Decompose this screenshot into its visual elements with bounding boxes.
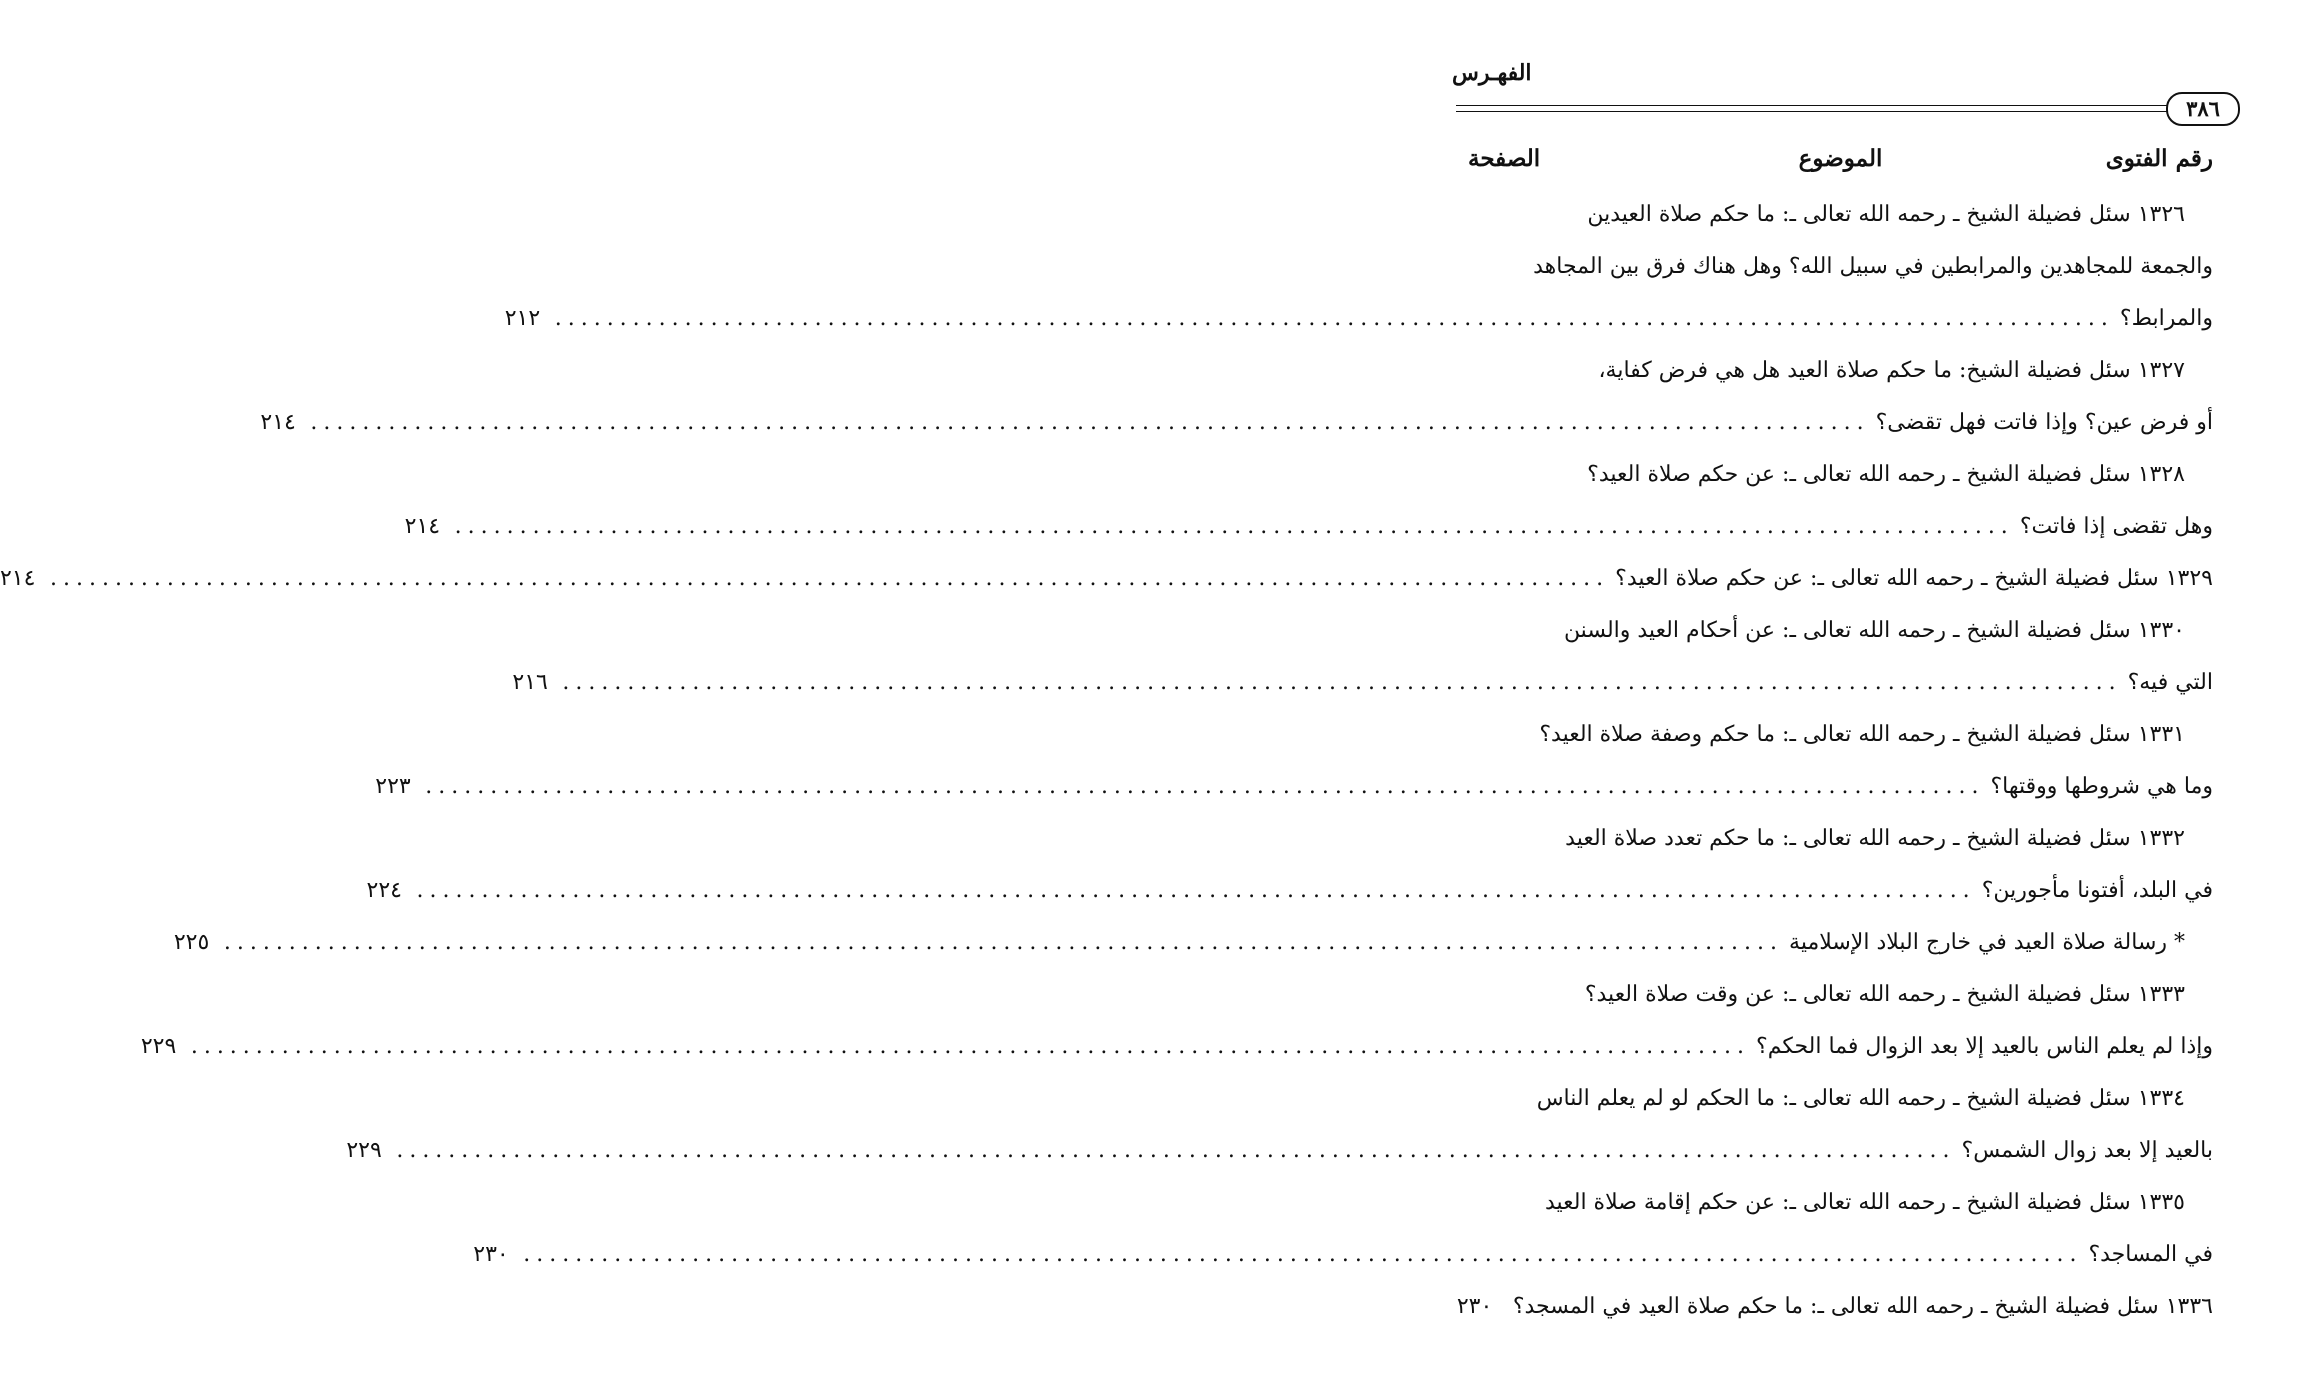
dot-leader: ........................................................................................................................ (396, 1138, 1956, 1163)
index-entry-line (140, 1027, 2213, 1079)
entry-text: في البلد، أفتونا مأجورين؟ (1981, 878, 2213, 903)
dot-leader: ........................................................................................................................ (562, 670, 2122, 695)
entry-text: ١٣٣٣ سئل فضيلة الشيخ ـ رحمه الله تعالى ـ: عن وقت صلاة العيد؟ (1584, 982, 2185, 1007)
entry-text: ١٣٣٥ سئل فضيلة الشيخ ـ رحمه الله تعالى ـ: عن حكم إقامة صلاة العيد (1544, 1190, 2185, 1215)
entry-text: وإذا لم يعلم الناس بالعيد إلا بعد الزوال فما الحكم؟ (1756, 1034, 2213, 1059)
header-rule (1456, 105, 2168, 106)
index-entry-line (1468, 1183, 2213, 1235)
page-number-badge: ٣٨٦ (2166, 92, 2240, 126)
dot-leader: ........................................................................................................................ (554, 306, 2114, 331)
index-entry-line (1468, 715, 2213, 767)
dot-leader: ........................................................................................................................ (49, 566, 1610, 591)
dot-leader: ........................................................................................................................ (425, 774, 1985, 799)
entry-page-number: ٢٢٣ (375, 774, 411, 799)
dot-leader: ........................................................................................................................ (523, 1242, 2083, 1267)
entry-text: بالعيد إلا بعد زوال الشمس؟ (1961, 1138, 2213, 1163)
index-entry-line (1468, 1079, 2213, 1131)
index-entry-line (473, 1235, 2213, 1287)
index-entry-line (375, 767, 2213, 819)
index-entry-line (1468, 195, 2213, 247)
entry-page-number: ٢١٦ (512, 670, 548, 695)
entry-text: ١٣٣٢ سئل فضيلة الشيخ ـ رحمه الله تعالى ـ: ما حكم تعدد صلاة العيد (1565, 826, 2185, 851)
entry-text: التي فيه؟ (2127, 670, 2213, 695)
index-entry-line (366, 871, 2213, 923)
column-header-number: رقم الفتوى (2105, 145, 2213, 172)
dot-leader: ........................................................................................................................ (416, 878, 1976, 903)
entry-text: والجمعة للمجاهدين والمرابطين في سبيل الله؟ وهل هناك فرق بين المجاهد (1533, 254, 2213, 279)
index-entry-line (504, 299, 2213, 351)
entry-text: والمرابط؟ (2119, 306, 2213, 331)
index-entry-line (346, 1131, 2213, 1183)
index-entry-line (1468, 247, 2213, 299)
entry-page-number: ٢١٤ (404, 514, 441, 539)
entry-text: ١٣٢٩ سئل فضيلة الشيخ ـ رحمه الله تعالى ـ: عن حكم صلاة العيد؟ (1615, 566, 2213, 591)
index-entry-line (404, 507, 2213, 559)
dot-leader: ........................................................................................................................ (310, 410, 1870, 435)
entry-text: ١٣٣١ سئل فضيلة الشيخ ـ رحمه الله تعالى ـ: ما حكم وصفة صلاة العيد؟ (1539, 722, 2185, 747)
entry-text: وما هي شروطها ووقتها؟ (1990, 774, 2213, 799)
dot-leader: ........................................................................................................................ (190, 1034, 1751, 1059)
column-header-topic: الموضوع (1798, 145, 1883, 172)
index-entries (0, 195, 2213, 1339)
index-entry-line (260, 403, 2213, 455)
dot-leader: ........................................................................................................................ (454, 514, 2014, 539)
entry-page-number: ٢٢٤ (366, 878, 402, 903)
entry-text: ١٣٢٦ سئل فضيلة الشيخ ـ رحمه الله تعالى ـ: ما حكم صلاة العيدين (1587, 202, 2185, 227)
entry-text: في المساجد؟ (2088, 1242, 2213, 1267)
index-entry-line (1456, 1287, 2213, 1339)
entry-text: ١٣٣٦ سئل فضيلة الشيخ ـ رحمه الله تعالى ـ: ما حكم صلاة العيد في المسجد؟ (1512, 1294, 2213, 1319)
dot-leader: ........................................................................................................................ (223, 930, 1784, 955)
entry-text: أو فرض عين؟ وإذا فاتت فهل تقضى؟ (1875, 410, 2213, 435)
entry-text: * رسالة صلاة العيد في خارج البلاد الإسلامية (1789, 930, 2185, 955)
index-entry-line (1468, 611, 2213, 663)
header-rule (1456, 111, 2168, 112)
entry-text: ١٣٢٨ سئل فضيلة الشيخ ـ رحمه الله تعالى ـ: عن حكم صلاة العيد؟ (1587, 462, 2185, 487)
index-entry-line (1468, 819, 2213, 871)
index-entry-line (1468, 455, 2213, 507)
entry-page-number: ٢١٤ (260, 410, 296, 435)
index-entry-line (1468, 351, 2213, 403)
entry-text: ١٣٣٠ سئل فضيلة الشيخ ـ رحمه الله تعالى ـ: عن أحكام العيد والسنن (1563, 618, 2185, 643)
entry-text: ١٣٢٧ سئل فضيلة الشيخ: ما حكم صلاة العيد هل هي فرض كفاية، (1598, 358, 2185, 383)
entry-page-number: ٢٣٠ (473, 1242, 509, 1267)
entry-page-number: ٢١٤ (0, 566, 36, 591)
index-entry-line (512, 663, 2213, 715)
index-entry-line (1468, 975, 2213, 1027)
running-title: الفهـرس (1452, 60, 1532, 86)
index-entry-line (0, 559, 2213, 611)
column-header-page: الصفحة (1468, 145, 1541, 172)
entry-page-number: ٢٢٩ (140, 1034, 177, 1059)
column-headers (1468, 145, 2213, 179)
index-entry-line (173, 923, 2213, 975)
entry-page-number: ٢٢٩ (346, 1138, 382, 1163)
entry-text: وهل تقضى إذا فاتت؟ (2019, 514, 2213, 539)
entry-text: ١٣٣٤ سئل فضيلة الشيخ ـ رحمه الله تعالى ـ: ما الحكم لو لم يعلم الناس (1536, 1086, 2185, 1111)
entry-page-number: ٢١٢ (504, 306, 541, 331)
entry-page-number: ٢٢٥ (173, 930, 210, 955)
entry-page-number: ٢٣٠ (1456, 1294, 1493, 1319)
